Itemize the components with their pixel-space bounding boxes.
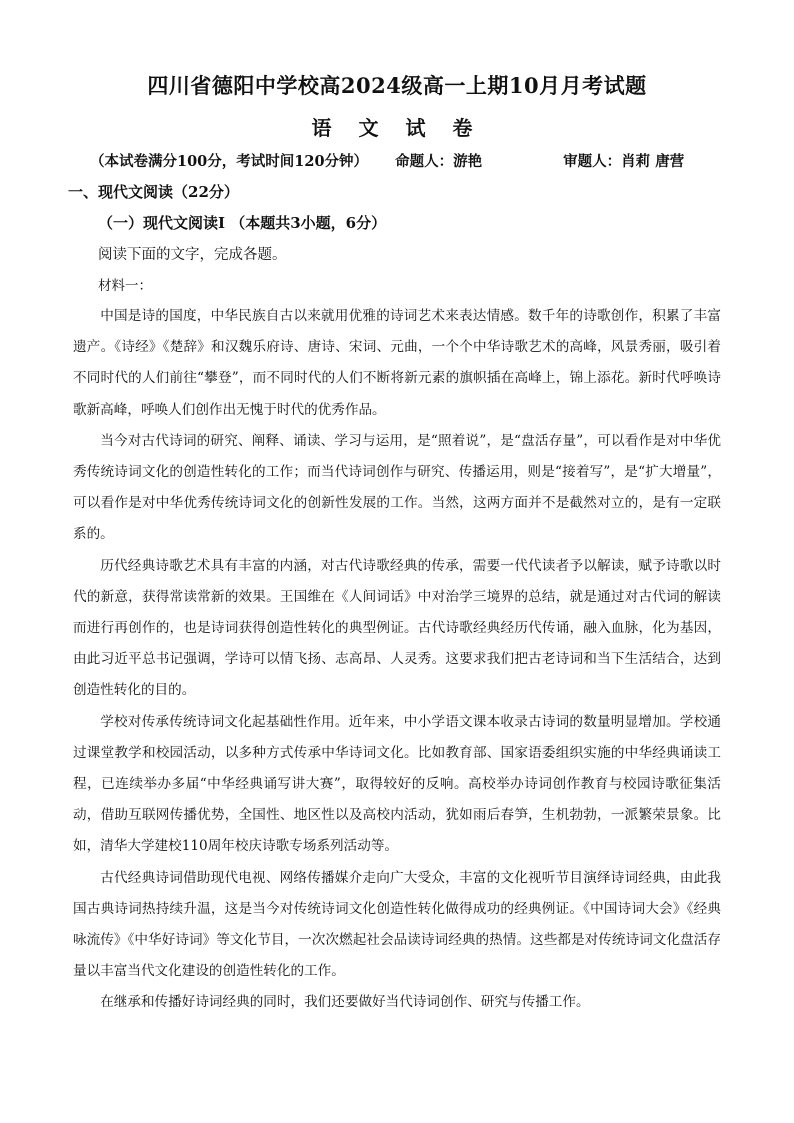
reading-passage [73, 301, 721, 1019]
exam-meta [90, 150, 730, 171]
passage-paragraph: 当今对古代诗词的研究、阐释、诵读、学习与运用，是“照着说”，是“盘活存量”，可以看作是对中华优秀传统诗词文化的创造性转化的工作；而当代诗词创作与研究、传播运用，则是“接着写”，是“扩大增量”，可以看作是对中华优秀传统诗词文化的创新性发展的工作。当然，这两方面并不是截然对立的，是有一定联系的。 [73, 432, 721, 543]
passage-paragraph: 在继承和传播好诗词经典的同时，我们还要做好当代诗词创作、研究与传播工作。 [100, 994, 590, 1011]
section-heading: 一、现代文阅读（22分） [68, 183, 239, 201]
exam-reviewer: 审题人：肖莉 唐营 [563, 153, 685, 170]
exam-subtitle: 语 文 试 卷 [311, 116, 483, 140]
passage-paragraph: 历代经典诗歌艺术具有丰富的内涵，对古代诗歌经典的传承，需要一代代读者予以解读，赋予诗歌以时代的新意，获得常读常新的效果。王国维在《人间词话》中对治学三境界的总结，就是通过对古代词的解读而进行再创作的，也是诗词获得创造性转化的典型例证。古代诗歌经典经历代传诵，融入血脉，化为基因，由此习近平总书记强调，学诗可以情飞扬、志高昂、人灵秀。这要求我们把古老诗词和当下生活结合，达到创造性转化的目的。 [73, 557, 721, 699]
subsection-heading: （一）现代文阅读Ⅰ （本题共3小题，6分） [98, 214, 387, 232]
exam-info: （本试卷满分100分，考试时间120分钟） [90, 153, 369, 170]
passage-paragraph: 学校对传承传统诗词文化起基础性作用。近年来，中小学语文课本收录古诗词的数量明显增加。学校通过课堂教学和校园活动，以多种方式传承中华诗词文化。比如教育部、国家语委组织实施的中华经典诵读工程，已连续举办多届“中华经典诵写讲大赛”，取得较好的反响。高校举办诗词创作教育与校园诗歌征集活动，借助互联网传播优势，全国性、地区性以及高校内活动，犹如雨后春笋，生机勃勃，一派繁荣景象。比如，清华大学建校110周年校庆诗歌专场系列活动等。 [73, 713, 721, 855]
instruction-text: 阅读下面的文字，完成各题。 [98, 247, 287, 263]
passage-paragraph: 古代经典诗词借助现代电视、网络传播媒介走向广大受众，丰富的文化视听节目演绎诗词经典，由此我国古典诗词热持续升温，这是当今对传统诗词文化创造性转化做得成功的经典例证。《中国诗词大会》《经典咏流传》《中华好诗词》等文化节目，一次次燃起社会品读诗词经典的热情。这些都是对传统诗词文化盘活存量以丰富当代文化建设的创造性转化的工作。 [73, 869, 721, 980]
exam-author: 命题人：游艳 [395, 153, 483, 170]
passage-paragraph: 中国是诗的国度，中华民族自古以来就用优雅的诗词艺术来表达情感。数千年的诗歌创作，积累了丰富遗产。《诗经》《楚辞》和汉魏乐府诗、唐诗、宋词、元曲，一个个中华诗歌艺术的高峰，风景秀丽，吸引着不同时代的人们前往“攀登”，而不同时代的人们不断将新元素的旗帜插在高峰上，锦上添花。新时代呼唤诗歌新高峰，呼唤人们创作出无愧于时代的优秀作品。 [73, 308, 721, 418]
exam-title: 四川省德阳中学校高2024级高一上期10月月考试题 [147, 73, 647, 98]
material-label: 材料一： [98, 278, 152, 294]
